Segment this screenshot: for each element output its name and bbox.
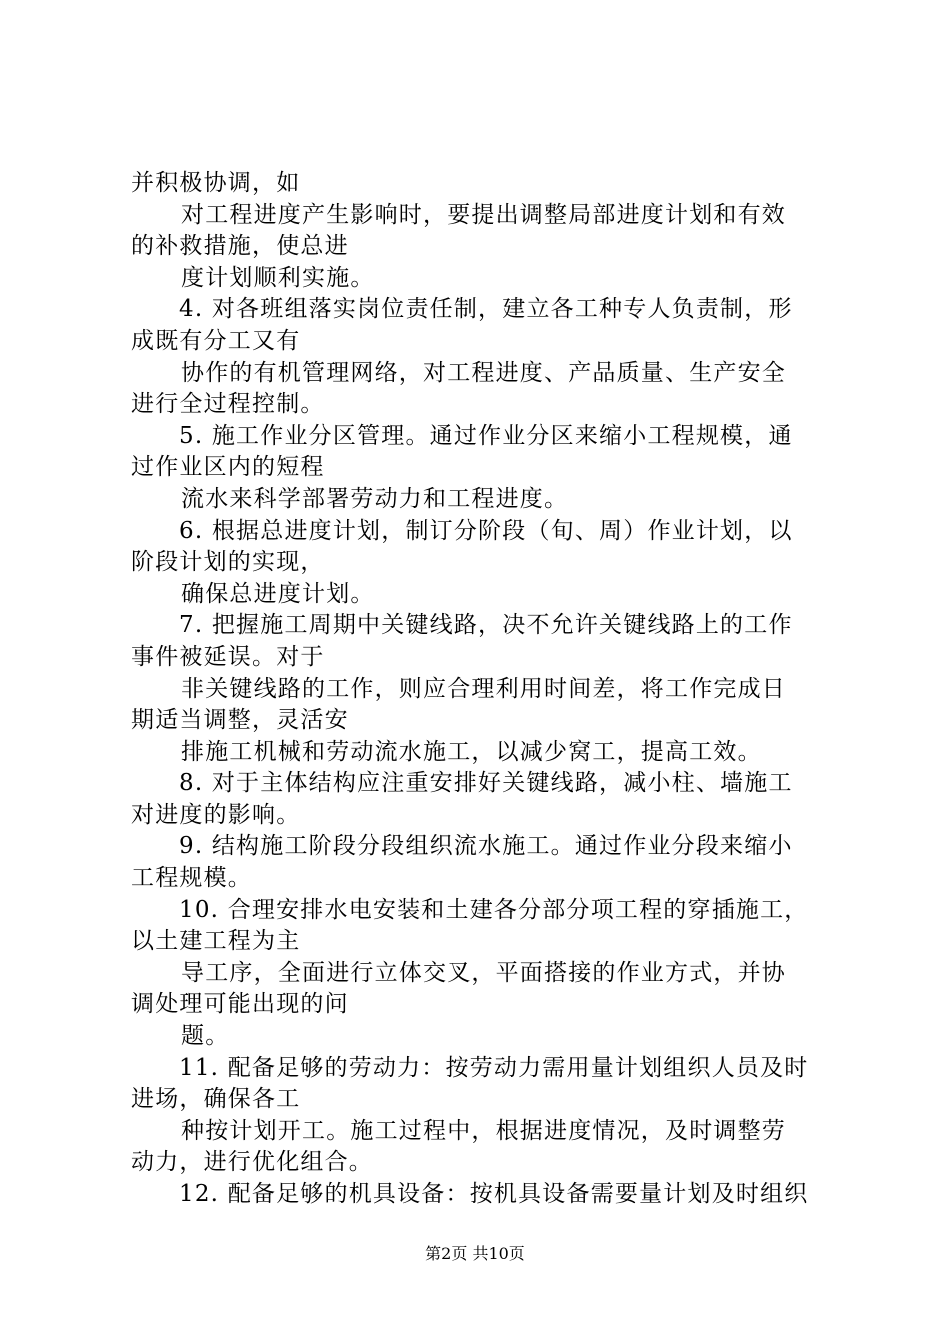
text-line: 种按计划开工。施工过程中，根据进度情况，及时调整劳 <box>181 1117 786 1144</box>
text-line: 工程规模。 <box>131 865 252 892</box>
text-line: 调处理可能出现的问 <box>131 991 349 1018</box>
text-line: 进场，确保各工 <box>131 1086 301 1113</box>
text-line: 的补救措施，使总进 <box>131 233 349 260</box>
text-line: 阶段计划的实现， <box>131 549 325 576</box>
text-line: 以土建工程为主 <box>131 928 301 955</box>
text-line: 事件被延误。对于 <box>131 643 325 670</box>
text-line: 题。 <box>181 1023 230 1050</box>
text-line: 协作的有机管理网络，对工程进度、产品质量、生产安全 <box>181 359 786 386</box>
text-line: 进行全过程控制。 <box>131 391 325 418</box>
text-line: 11. 配备足够的劳动力：按劳动力需用量计划组织人员及时 <box>179 1054 809 1081</box>
page-footer <box>0 1244 950 1264</box>
text-line: 8. 对于主体结构应注重安排好关键线路，减小柱、墙施工 <box>179 770 793 797</box>
text-line: 4. 对各班组落实岗位责任制，建立各工种专人负责制，形 <box>179 296 793 323</box>
text-line: 并积极协调，如 <box>131 170 301 196</box>
text-line: 过作业区内的短程 <box>131 454 325 481</box>
page-number: 第2页 共10页 <box>425 1244 525 1263</box>
text-line: 排施工机械和劳动流水施工，以减少窝工，提高工效。 <box>181 738 762 765</box>
text-line: 对工程进度产生影响时，要提出调整局部进度计划和有效 <box>181 201 786 228</box>
text-line: 导工序，全面进行立体交叉，平面搭接的作业方式，并协 <box>181 959 786 986</box>
text-line: 确保总进度计划。 <box>181 580 375 607</box>
text-line: 12. 配备足够的机具设备：按机具设备需要量计划及时组织 <box>179 1181 809 1207</box>
text-line: 非关键线路的工作，则应合理利用时间差，将工作完成日 <box>181 675 786 702</box>
text-line: 7. 把握施工周期中关键线路，决不允许关键线路上的工作 <box>179 612 793 639</box>
text-line: 10. 合理安排水电安装和土建各分部分项工程的穿插施工， <box>179 896 809 923</box>
document-body <box>131 168 831 1211</box>
text-line: 成既有分工又有 <box>131 327 301 354</box>
text-line: 6. 根据总进度计划，制订分阶段（旬、周）作业计划，以 <box>179 517 793 544</box>
text-line: 5. 施工作业分区管理。通过作业分区来缩小工程规模，通 <box>179 422 793 449</box>
text-line: 度计划顺利实施。 <box>181 264 375 291</box>
text-line: 对进度的影响。 <box>131 801 301 828</box>
text-line: 流水来科学部署劳动力和工程进度。 <box>181 485 569 512</box>
text-line: 动力，进行优化组合。 <box>131 1149 373 1176</box>
text-line: 9. 结构施工阶段分段组织流水施工。通过作业分段来缩小 <box>179 833 793 860</box>
text-line: 期适当调整，灵活安 <box>131 707 349 734</box>
